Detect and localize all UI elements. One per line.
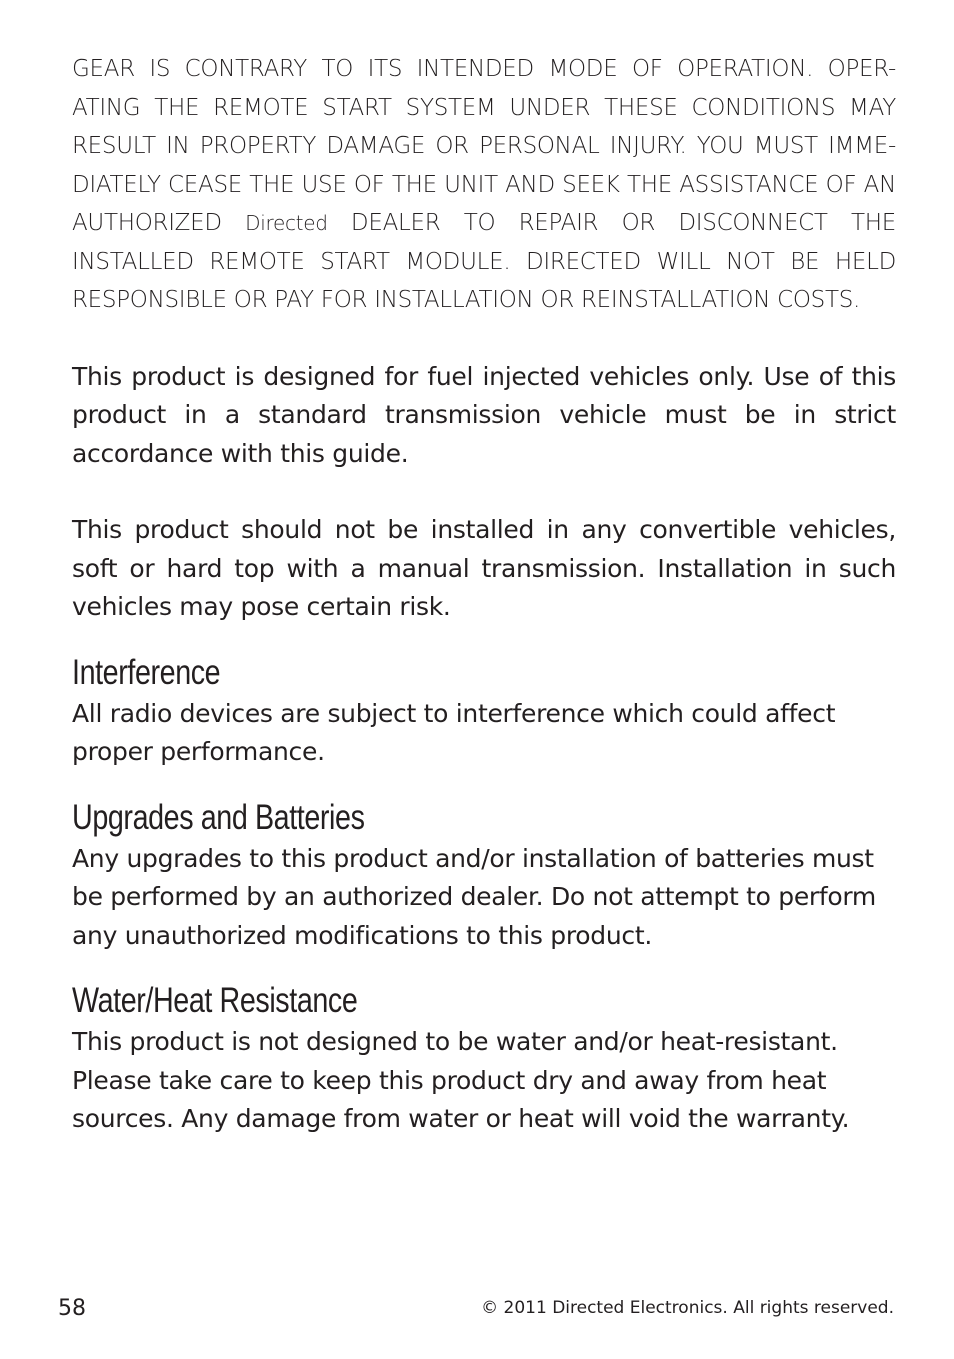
water-section [72, 979, 896, 1139]
copyright-notice: © 2011 Directed Electronics. All rights reserved. [481, 1298, 894, 1318]
upgrades-section [72, 796, 896, 956]
document-page [72, 50, 896, 1139]
interference-heading: Interference [72, 652, 221, 692]
interference-body: All radio devices are subject to interference which could affect proper performance. [72, 698, 836, 766]
water-body: This product is not designed to be water and/or heat-resistant. Please take care to keep this product dry and away from heat sources. Any damage from water or heat will void the warranty. [72, 1027, 850, 1133]
fuel-injection-paragraph: This product is designed for fuel injected vehicles only. Use of this product in a standard transmission vehicle must be in strict accordance with this guide. [72, 361, 896, 468]
water-heading: Water/Heat Resistance [72, 981, 358, 1020]
spacer [72, 320, 896, 358]
convertible-paragraph: This product should not be installed in any convertible vehicles, soft or hard top with a manual transmission. Installation in such vehicles may pose certain risk. [72, 515, 896, 621]
warning-paragraph [72, 50, 896, 320]
interference-section [72, 651, 896, 772]
upgrades-body: Any upgrades to this product and/or installation of batteries must be performed by an authorized dealer. Do not attempt to perform any unauthorized modifications to this product. [72, 843, 876, 950]
warning-text-part2: DEALER TO REPAIR OR DISCONNECT THE INSTALLED REMOTE START MODULE. DIRECTED WILL NOT BE HELD RESPONSIBLE OR PAY FOR INSTALLATION OR REINSTALLATION COSTS. [72, 210, 896, 313]
warning-text-part1: GEAR IS CONTRARY TO ITS INTENDED MODE OF OPERATION. OPER-ATING THE REMOTE START SYSTEM UNDER THESE CONDITIONS MAY RESULT IN PROPERTY DAMAGE OR PERSONAL INJURY. YOU MUST IMME-DIATELY CEASE THE USE OF THE UNIT AND SEEK THE ASSISTANCE OF AN AUTHORIZED [72, 56, 896, 236]
upgrades-heading: Upgrades and Batteries [72, 797, 365, 837]
page-number: 58 [58, 1296, 86, 1321]
warning-brand: Directed [245, 211, 328, 235]
spacer [72, 473, 896, 511]
